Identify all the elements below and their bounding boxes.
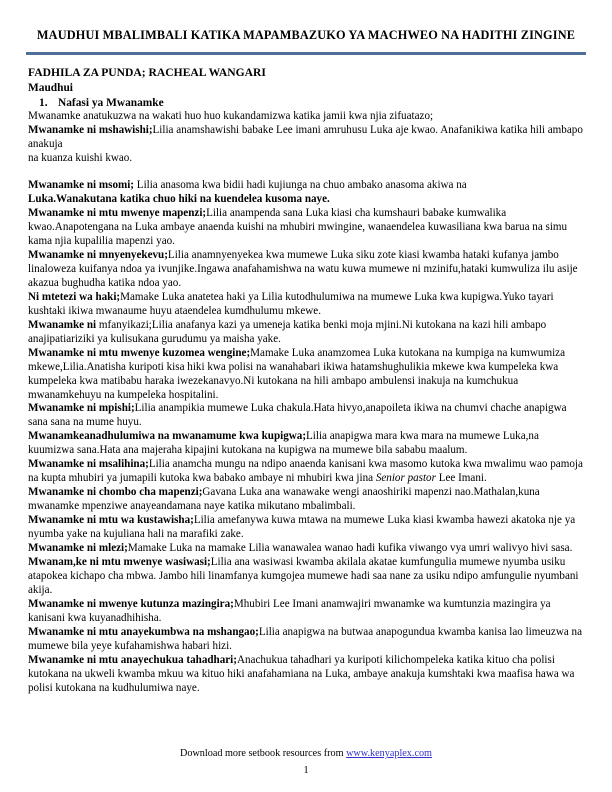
entry-paragraph [28, 193, 586, 207]
kenyaplex-link[interactable]: www.kenyaplex.com [346, 748, 432, 760]
footer-text: Download more setbook resources from [180, 748, 347, 760]
entry-label: Mwanamke ni mshawishi; [28, 124, 153, 137]
entry-text: Lilia anapigwa mara kwa mara na mumewe Luka,na kuumizwa sana.Hata ana majeraha kipajini kutokana na kupigwa na mumewe bila sababu maalum. [28, 430, 539, 457]
entry-text: Lilia anampikia mumewe Luka chakula.Hata hivyo,anapoileta ikiwa na chumvi chache anapigwa sana sana na mume huyu. [28, 402, 567, 429]
entry-text: Mamake Luka anamzomea Luka kutokana na kumpiga na kumwumiza mkewe,Lilia.Anatisha kuripoti kisa hiki kwa polisi na wanahabari ikiwa hatamshughulikia mkewe kwa kumpeleka kwa kumpeleka kwa matibabu haraka iwezekanavyo.Ni kutokana na hili ambapo ambulensi inakuja na kumchukua mwanamkehuyu na kumpeleka hospitalini. [28, 346, 566, 401]
entry-label: Mwanamke ni mwenye kutunza mazingira; [28, 597, 234, 610]
page-footer [0, 746, 612, 778]
page-number: 1 [303, 764, 309, 776]
entry-paragraph [28, 458, 586, 486]
entry-paragraph [28, 402, 586, 430]
entry-italic-text: Senior pastor [375, 472, 436, 485]
list-item [39, 96, 586, 111]
entry-text: Lilia anampenda sana Luka kiasi cha kumshauri babake kumwalika kwao.Anapotengana na Luka ambaye anaenda kuishi na mhubiri mwingine, wanaendelea kuwasiliana kwa barua na simu kama njia kupalilia mapenzi yao. [28, 207, 568, 248]
entry-label: Mwanamke ni mpishi; [28, 402, 135, 415]
entry-text: Lilia anapigwa na butwaa anapogundua kwamba kanisa lao limeuzwa na mumewe bila yeye kufahamishwa habari hizi. [28, 625, 582, 652]
entry-label: Mwanamke ni msalihina; [28, 458, 149, 471]
entry-paragraph [28, 626, 586, 654]
entry-label: Mwanamke ni mtu anayechukua tahadhari; [28, 653, 237, 666]
section-intro: Mwanamke anatukuzwa na wakati huo huo kukandamizwa katika jamii kwa njia zifuatazo; [28, 110, 434, 123]
list-item-number: 1. [39, 96, 48, 109]
entry-text: Mamake Luka anatetea haki ya Lilia kutodhulumiwa na mumewe Luka kwa kupigwa.Yuko tayari kushtaki ikiwa mwanaume huyu ataendelea kumdhulumu mkewe. [28, 290, 554, 317]
entry-text: Mhubiri Lee Imani anamwajiri mwanamke wa kumtunzia mazingira ya kanisani kwa kuyanadhihisha. [28, 597, 551, 624]
entry-text: Gavana Luka ana wanawake wengi anaoshiriki mapenzi nao.Mathalan,kuna mwanamke mpenziwe anayeandamana naye katika mikutano mbalimbali. [28, 486, 540, 513]
entry-paragraph [28, 319, 586, 347]
entry-paragraph [28, 542, 586, 556]
entry-paragraph [28, 556, 586, 598]
entry-label: Mwanamke ni chombo cha mapenzi; [28, 486, 203, 499]
section-heading: FADHILA ZA PUNDA; RACHEAL WANGARI [28, 66, 266, 80]
section-subheading: Maudhui [28, 82, 73, 95]
entry-text: Mamake Luka na mamake Lilia wanawalea wanao hadi kufika viwango vya umri walivyo hivi sasa. [127, 541, 573, 554]
entry-paragraph [28, 249, 586, 291]
entry-text: Lilia amefanywa kuwa mtawa na mumewe Luka kiasi kwamba hawezi akatoka nje ya nyumba yake na kujuliana hali na marafiki zake. [28, 514, 576, 541]
entry-paragraph [28, 124, 586, 152]
entry-label: Mwanamke ni mtu mwenye mapenzi; [28, 207, 207, 220]
entry-label: Luka.Wanakutana katika chuo hiki na kuendelea kusoma naye. [28, 193, 330, 206]
entry-paragraph [28, 152, 586, 166]
entry-paragraph [28, 179, 586, 193]
document-body [0, 55, 612, 695]
entry-label: Mwanamke ni mtu mwenye kuzomea wengine; [28, 346, 251, 359]
entry-paragraph [28, 514, 586, 542]
entry-text-tail: Lee Imani. [435, 472, 487, 485]
entry-label: Mwanamke ni mlezi; [28, 541, 128, 554]
entry-text: Lilia anamnyenyekea kwa mumewe Luka siku zote kiasi kwamba hataki kufanya jambo linaloweza kuifanya ndoa ya ivunjike.Ingawa anafahamishwa na watu kuwa mumewe ni mzinifu,hataki kumwuliza ilu asije akazua bughudha katika ndoa yao. [28, 248, 578, 289]
entry-text: Anachukua tahadhari ya kuripoti kilichompeleka katika kituo cha polisi kutokana na ukweli kwamba mkuu wa kituo hiki anafahamiana na Luka, ambaye anakuja kumshtaki kwa maafisa hawa wa polisi kutokana na kudhulumiwa naye. [28, 653, 575, 694]
page-title: MAUDHUI MBALIMBALI KATIKA MAPAMBAZUKO YA MACHWEO NA HADITHI ZINGINE [36, 28, 576, 42]
entry-label: Ni mtetezi wa haki; [28, 290, 121, 303]
entry-text: Lilia ana wasiwasi kwamba akilala akatae kumfungulia mumewe nyumba usiku atapokea kichapo cha mbwa. Jambo hili linamfanya kumgojea mumewe hadi saa nane za usiku ndipo amfungulie nyumbani akija. [28, 555, 579, 596]
entry-paragraph [28, 347, 586, 403]
entry-label: Mwanamke ni mnyenyekevu; [28, 248, 168, 261]
footer-text-line [0, 746, 612, 761]
entry-paragraph [28, 430, 586, 458]
spacer [28, 166, 586, 179]
entry-paragraph [28, 291, 586, 319]
entry-label: Mwanamke ni [28, 318, 99, 331]
topics-list [28, 96, 586, 111]
list-item-label: Nafasi ya Mwanamke [58, 96, 164, 109]
entry-text: Lilia anamcha mungu na ndipo anaenda kanisani kwa masomo kutoka kwa mwalimu wao pamoja na kupta mhubiri ya jumapili kutoka kwa babako ambaye ni mhubiri kwa jina [28, 458, 583, 485]
entry-text: Lilia anasoma kwa bidii hadi kujiunga na chuo ambako anasoma akiwa na [134, 179, 467, 192]
entry-text: mfanyikazi;Lilia anafanya kazi ya umeneja katika benki moja mjini.Ni kutokana na kazi hili ambapo anajipatiariziki ya kulisukana gurudumu ya maisha yake. [28, 318, 547, 345]
entry-paragraph [28, 207, 586, 249]
entry-paragraph [28, 486, 586, 514]
entry-label: Mwanamke ni mtu wa kustawisha; [28, 514, 194, 527]
entry-label: Mwanamke ni mtu anayekumbwa na mshangao; [28, 625, 259, 638]
entry-text: Lilia anamshawishi babake Lee imani amruhusu Luka aje kwao. Anafanikiwa katika hili ambapo anakuja [28, 124, 583, 151]
entry-text: na kuanza kuishi kwao. [28, 152, 133, 165]
entry-paragraph [28, 654, 586, 696]
entry-label: Mwanamke ni msomi; [28, 179, 135, 192]
entry-paragraph [28, 598, 586, 626]
entry-label: Mwanam,ke ni mtu mwenye wasiwasi; [28, 555, 211, 568]
entry-label: Mwanamkeanadhulumiwa na mwanamume kwa kupigwa; [28, 430, 307, 443]
